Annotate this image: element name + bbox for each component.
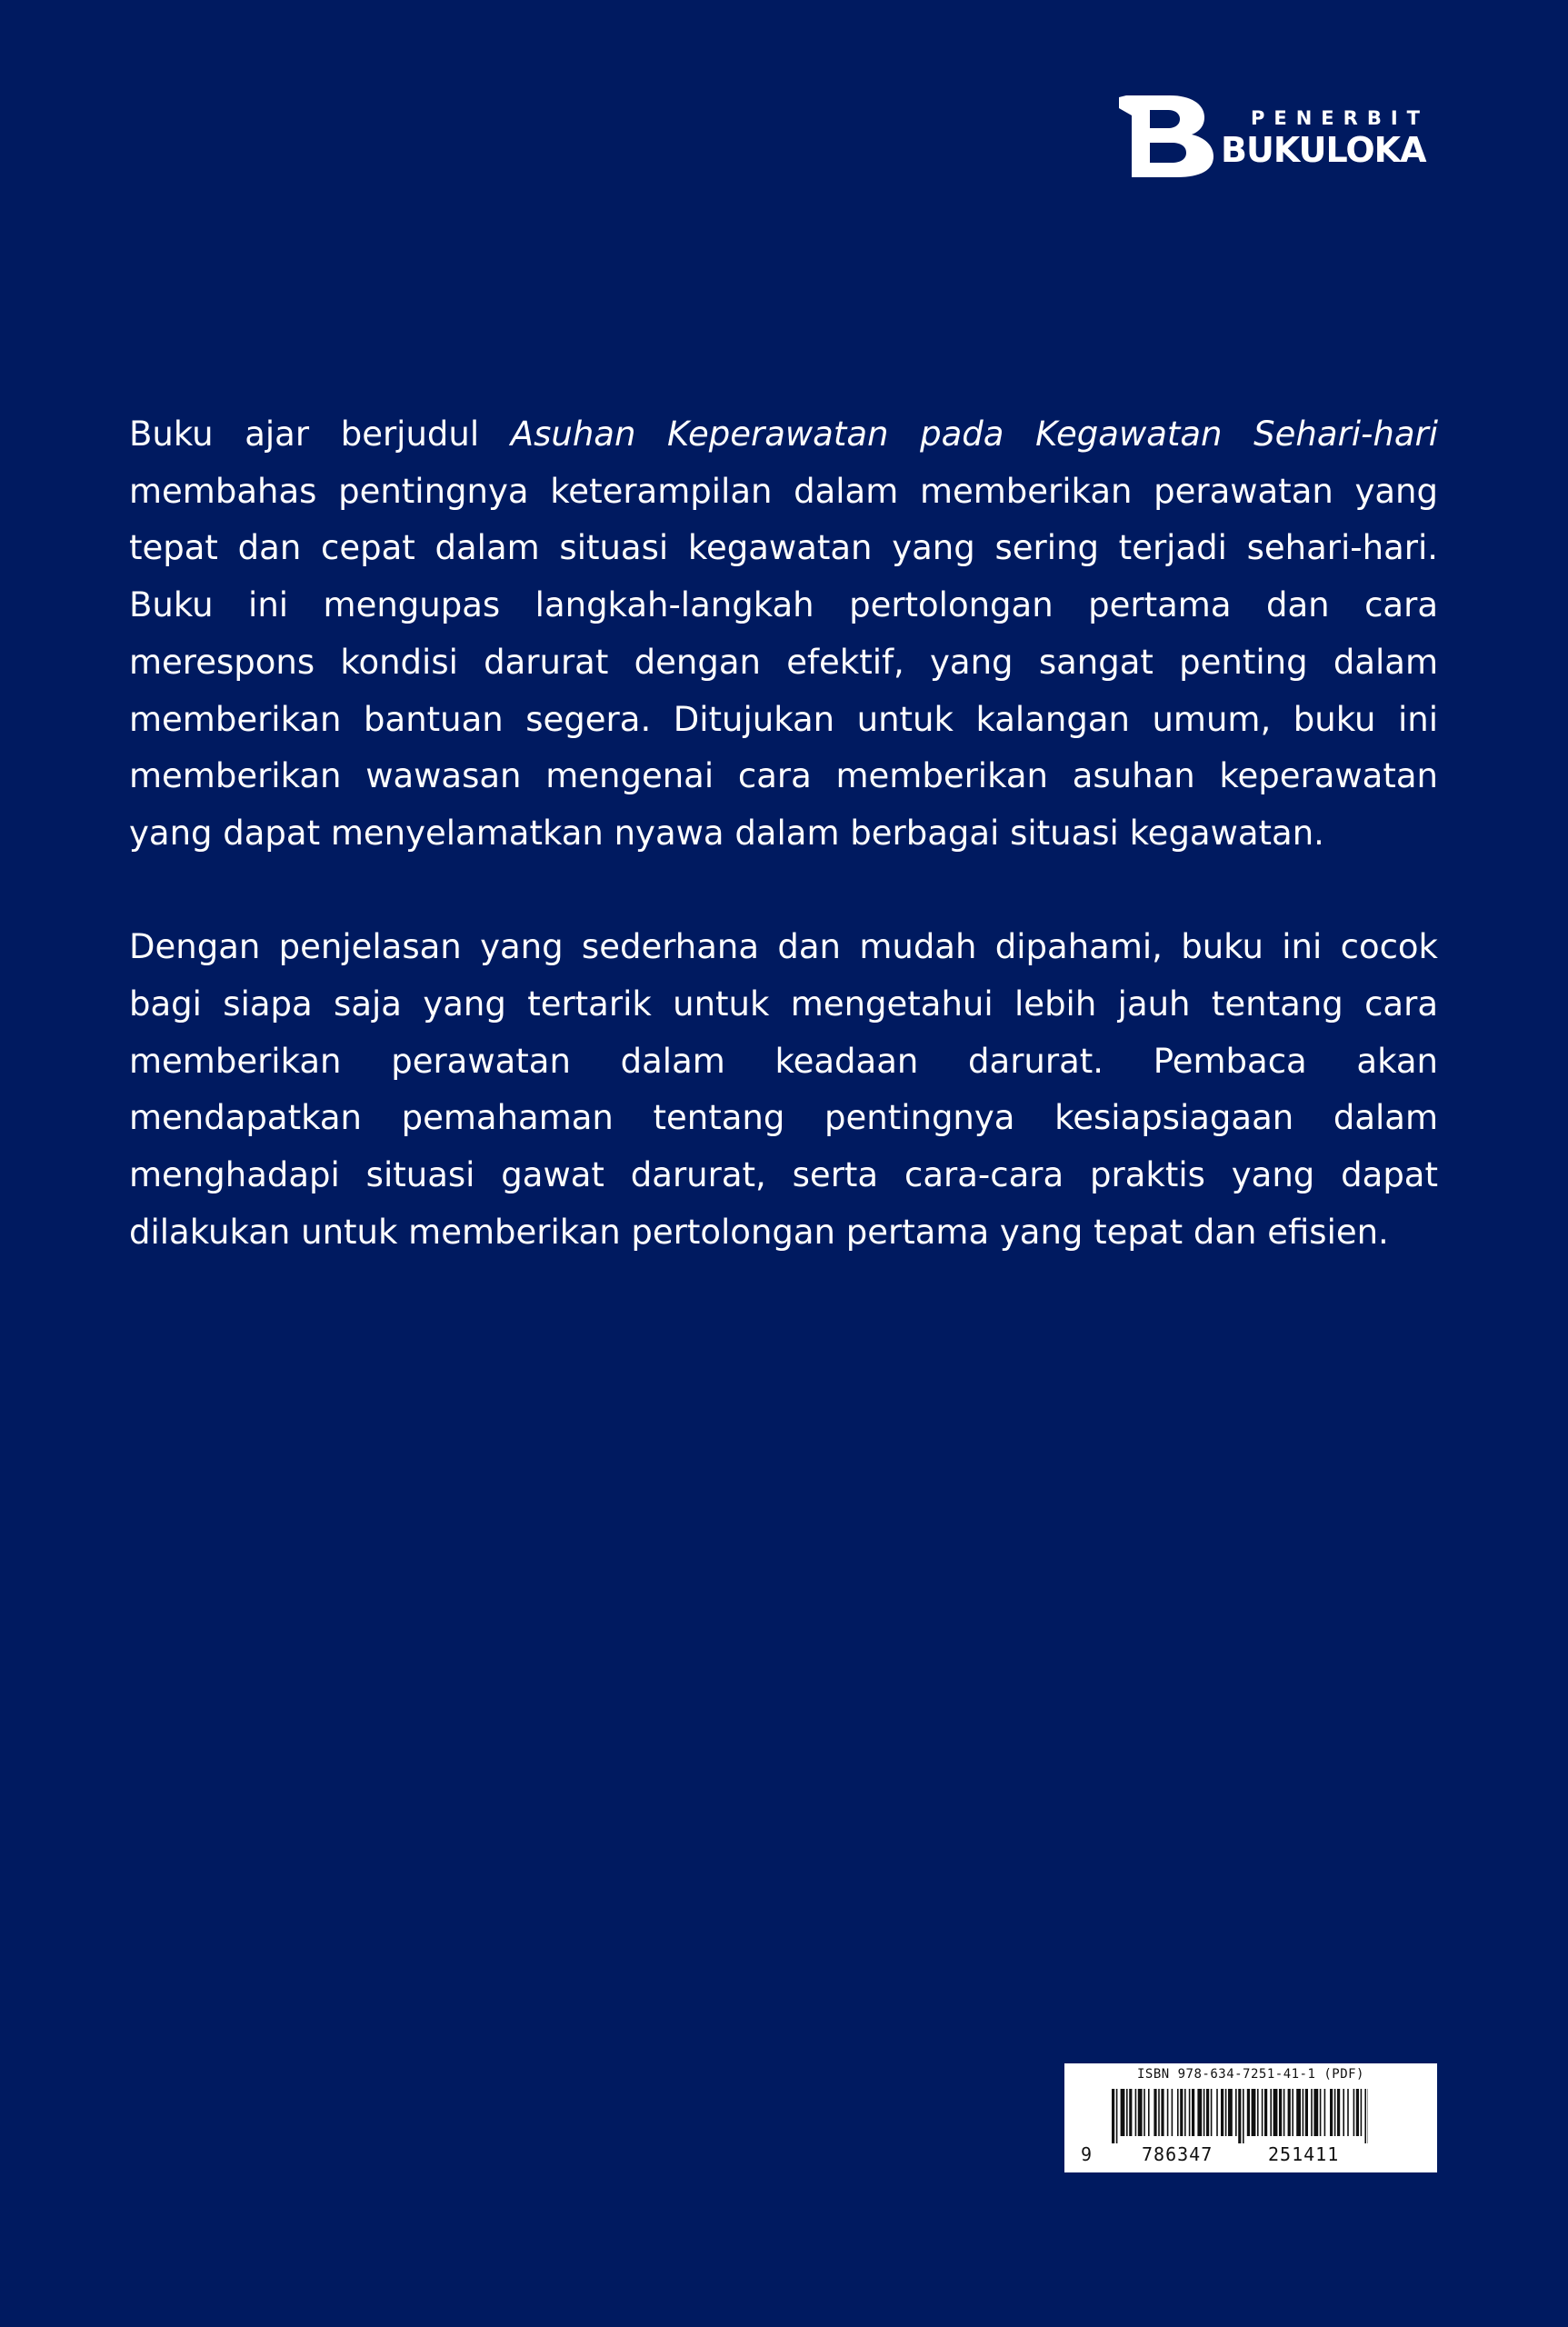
- barcode-bar: [1129, 2089, 1132, 2136]
- barcode-bar: [1262, 2089, 1263, 2136]
- barcode-digit-first: 9: [1081, 2143, 1093, 2165]
- barcode-bar: [1121, 2089, 1125, 2136]
- publisher-label-big: BUKULOKA: [1221, 130, 1426, 170]
- barcode-bar: [1279, 2089, 1282, 2136]
- barcode-bar: [1264, 2089, 1267, 2136]
- barcode-bar: [1126, 2089, 1128, 2136]
- barcode-bar: [1288, 2089, 1291, 2136]
- publisher-label-small: PENERBIT: [1251, 107, 1429, 129]
- barcode-bar: [1303, 2089, 1304, 2136]
- barcode-bar: [1320, 2089, 1322, 2136]
- barcode-bar: [1197, 2089, 1202, 2136]
- barcode-bar: [1225, 2089, 1227, 2136]
- blurb-rest: membahas pentingnya keterampilan dalam memberikan perawatan yang tepat dan cepat dalam situasi kegawatan yang sering terjadi sehari-hari. Buku ini mengupas langkah-langkah pertolongan pertama dan cara merespons kondisi darurat dengan efektif, yang sangat penting dalam memberikan bantuan segera. Ditujukan untuk kalangan umum, buku ini memberikan wawasan mengenai cara memberikan asuhan keperawatan yang dapat menyelamatkan nyawa dalam berbagai situasi kegawatan.: [129, 471, 1438, 853]
- barcode-bar: [1138, 2089, 1143, 2136]
- barcode-bar: [1273, 2089, 1278, 2136]
- barcode-bar: [1356, 2089, 1359, 2136]
- blurb-paragraph-1: [129, 406, 1438, 863]
- barcode-bar: [1283, 2089, 1285, 2136]
- barcode-bar: [1353, 2089, 1355, 2136]
- barcode-bar: [1180, 2089, 1183, 2136]
- barcode-bar: [1270, 2089, 1272, 2136]
- blurb-text: [129, 406, 1438, 1318]
- isbn-barcode: [1064, 2063, 1437, 2172]
- barcode-bar: [1313, 2089, 1318, 2136]
- barcode-bars: [1112, 2089, 1368, 2143]
- barcode-bar: [1238, 2089, 1241, 2143]
- barcode-bar: [1324, 2089, 1326, 2136]
- isbn-label: ISBN 978-634-7251-41-1 (PDF): [1136, 2067, 1364, 2082]
- book-title: Asuhan Keperawatan pada Kegawatan Sehari-hari: [510, 414, 1438, 454]
- barcode-bar: [1216, 2089, 1218, 2136]
- blurb-paragraph-2: Dengan penjelasan yang sederhana dan mudah dipahami, buku ini cocok bagi siapa saja yang tertarik untuk mengetahui lebih jauh tentang cara memberikan perawatan dalam keadaan darurat. Pembaca akan mendapatkan pemahaman tentang pentingnya kesiapsiagaan dalam menghadapi situasi gawat darurat, serta cara-cara praktis yang dapat dilakukan untuk memberikan pertolongan pertama yang tepat dan efisien.: [129, 927, 1438, 1252]
- barcode-bar: [1184, 2089, 1186, 2136]
- publisher-logo-b-mark: [1119, 95, 1213, 177]
- barcode-bar: [1361, 2089, 1363, 2136]
- barcode-bar: [1296, 2089, 1301, 2136]
- barcode-bar: [1364, 2089, 1366, 2143]
- barcode-bar: [1161, 2089, 1164, 2136]
- barcode-bar: [1252, 2089, 1256, 2136]
- barcode-bar: [1292, 2089, 1293, 2136]
- barcode-bar: [1311, 2089, 1313, 2136]
- barcode-bar: [1158, 2089, 1160, 2136]
- barcode-digits-right: 251411: [1268, 2143, 1340, 2165]
- barcode-bar: [1154, 2089, 1156, 2136]
- barcode-bar: [1192, 2089, 1194, 2136]
- barcode-bar: [1257, 2089, 1259, 2136]
- barcode-bar: [1228, 2089, 1233, 2136]
- barcode-bar: [1203, 2089, 1205, 2136]
- barcode-bar: [1172, 2089, 1174, 2136]
- barcode-bar: [1334, 2089, 1336, 2136]
- barcode-bar: [1247, 2089, 1250, 2136]
- barcode-bar: [1206, 2089, 1209, 2136]
- barcode-bar: [1221, 2089, 1223, 2136]
- barcode-bar: [1337, 2089, 1340, 2136]
- barcode-bar: [1343, 2089, 1344, 2136]
- barcode-bar: [1116, 2089, 1118, 2143]
- barcode-bar: [1330, 2089, 1333, 2136]
- barcode-bar: [1243, 2089, 1244, 2143]
- barcode-bar: [1177, 2089, 1179, 2136]
- blurb-lead: Buku ajar berjudul: [129, 414, 511, 454]
- barcode-bar: [1135, 2089, 1137, 2136]
- barcode-bar: [1235, 2089, 1237, 2136]
- barcode-bar: [1189, 2089, 1191, 2136]
- barcode-bar: [1112, 2089, 1114, 2143]
- barcode-bar: [1305, 2089, 1308, 2136]
- barcode-bar: [1167, 2089, 1169, 2136]
- barcode-bar: [1211, 2089, 1213, 2136]
- barcode-digits-left: 786347: [1142, 2143, 1213, 2165]
- barcode-bar: [1148, 2089, 1150, 2136]
- publisher-logo: [1119, 95, 1439, 177]
- barcode-bar: [1347, 2089, 1349, 2136]
- barcode-bar: [1144, 2089, 1145, 2136]
